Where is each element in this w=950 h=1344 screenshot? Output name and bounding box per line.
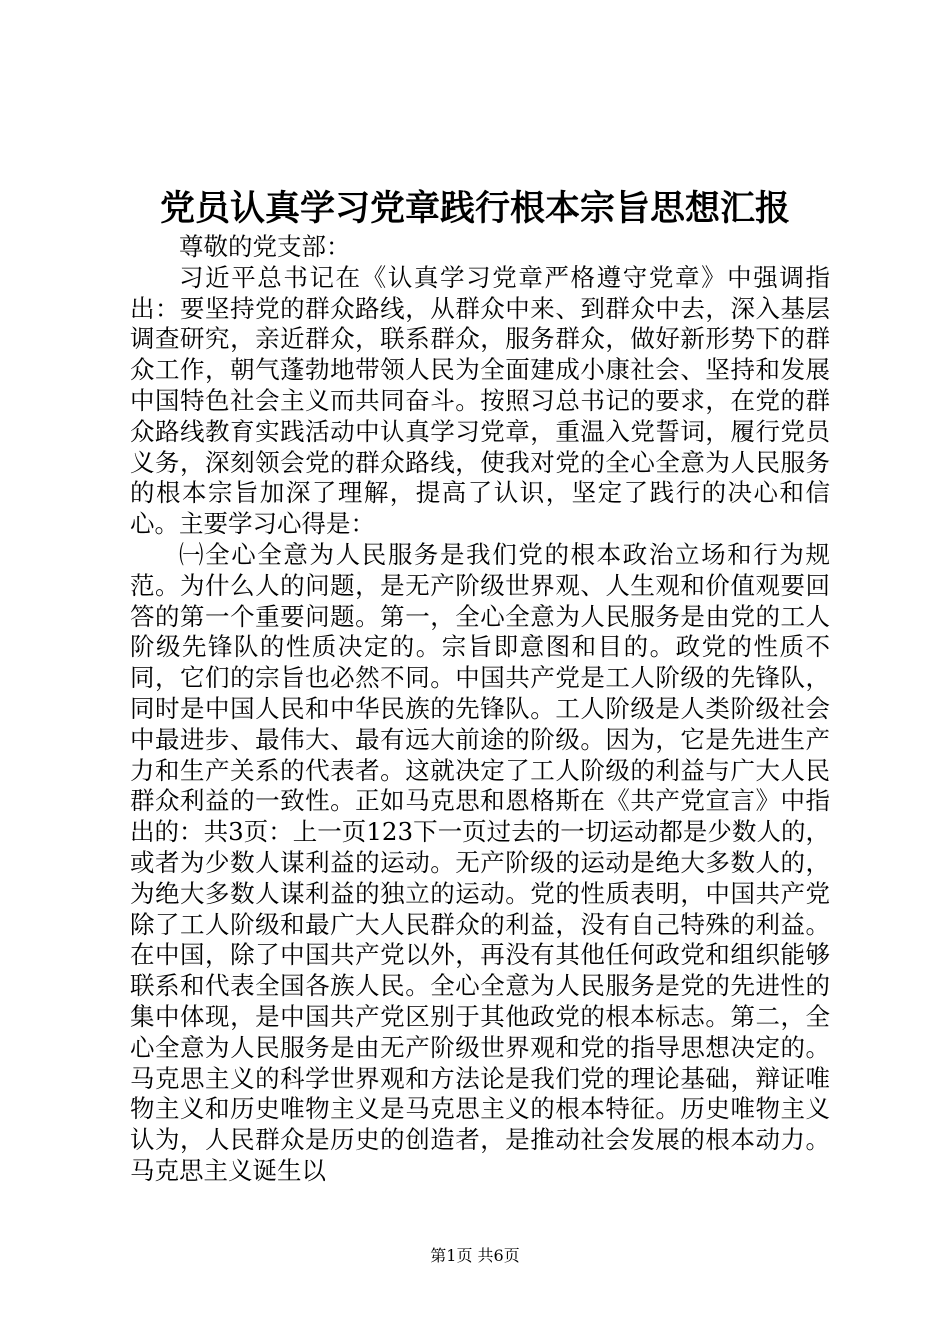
body-paragraph-1: 习近平总书记在《认真学习党章严格遵守党章》中强调指出：要坚持党的群众路线，从群众中来、到群众中去，深入基层调查研究，亲近群众，联系群众，服务群众，做好新形势下的群众工作，朝气蓬勃地带领人民为全面建成小康社会、坚持和发展中国特色社会主义而共同奋斗。按照习总书记的要求，在党的群众路线教育实践活动中认真学习党章，重温入党誓词，履行党员义务，深刻领会党的群众路线，使我对党的全心全意为人民服务的根本宗旨加深了理解，提高了认识，坚定了践行的决心和信心。主要学习心得是： xyxy=(130,262,830,539)
document-body xyxy=(130,232,830,1187)
page-footer: 第1页 共6页 xyxy=(430,1246,520,1265)
document-title: 党员认真学习党章践行根本宗旨思想汇报 xyxy=(159,188,790,229)
salutation: 尊敬的党支部： xyxy=(179,232,351,261)
body-paragraph-2: ㈠全心全意为人民服务是我们党的根本政治立场和行为规范。为什么人的问题，是无产阶级世界观、人生观和价值观要回答的第一个重要问题。第一，全心全意为人民服务是由党的工人阶级先锋队的性质决定的。宗旨即意图和目的。政党的性质不同，它们的宗旨也必然不同。中国共产党是工人阶级的先锋队，同时是中国人民和中华民族的先锋队。工人阶级是人类阶级社会中最进步、最伟大、最有远大前途的阶级。因为，它是先进生产力和生产关系的代表者。这就决定了工人阶级的利益与广大人民群众利益的一致性。正如马克思和恩格斯在《共产党宣言》中指出的：共3页：上一页123下一页过去的一切运动都是少数人的，或者为少数人谋利益的运动。无产阶级的运动是绝大多数人的，为绝大多数人谋利益的独立的运动。党的性质表明，中国共产党除了工人阶级和最广大人民群众的利益，没有自己特殊的利益。在中国，除了中国共产党以外，再没有其他任何政党和组织能够联系和代表全国各族人民。全心全意为人民服务是党的先进性的集中体现，是中国共产党区别于其他政党的根本标志。第二，全心全意为人民服务是由无产阶级世界观和党的指导思想决定的。马克思主义的科学世界观和方法论是我们党的理论基础，辩证唯物主义和历史唯物主义是马克思主义的根本特征。历史唯物主义认为，人民群众是历史的创造者，是推动社会发展的根本动力。马克思主义诞生以 xyxy=(130,539,830,1185)
